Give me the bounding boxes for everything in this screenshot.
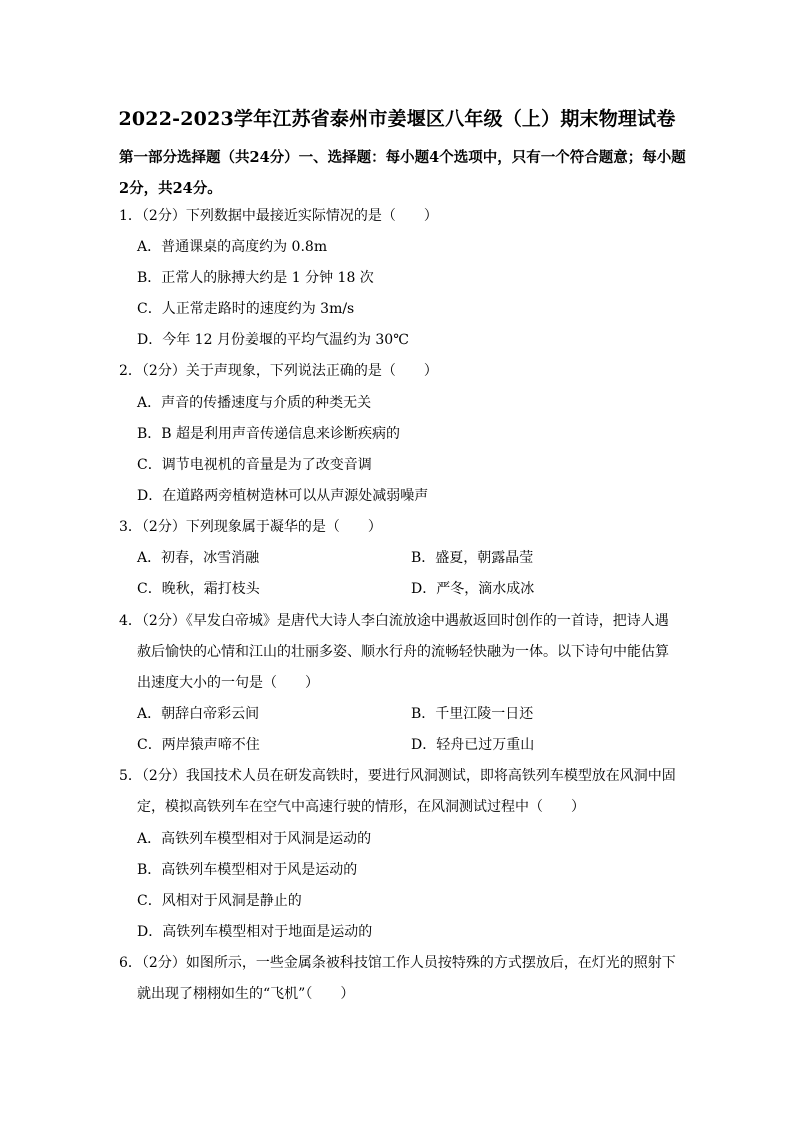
question-1-stem: 1．（2分）下列数据中最接近实际情况的是（ ） (119, 208, 438, 224)
question-2-option-c: C．调节电视机的音量是为了改变音调 (137, 457, 372, 473)
question-5-stem-line-1: 5．（2分）我国技术人员在研发高铁时，要进行风洞测试，即将高铁列车模型放在风洞中固 (119, 768, 676, 784)
question-3-option-c: C．晚秋，霜打枝头 (137, 581, 260, 597)
question-5-option-a: A．高铁列车模型相对于风洞是运动的 (137, 831, 372, 847)
question-4-option-a: A．朝辞白帝彩云间 (137, 706, 260, 722)
question-4-stem-line-3: 出速度大小的一句是（ ） (137, 675, 319, 691)
question-2-option-a: A．声音的传播速度与介质的种类无关 (137, 395, 372, 411)
question-3-stem: 3．（2分）下列现象属于凝华的是（ ） (119, 519, 382, 535)
question-5-option-d: D．高铁列车模型相对于地面是运动的 (137, 924, 373, 940)
question-5-stem-line-2: 定，模拟高铁列车在空气中高速行驶的情形，在风洞测试过程中（ ） (137, 799, 585, 815)
question-1-option-b: B．正常人的脉搏大约是 1 分钟 18 次 (137, 270, 374, 286)
question-1-option-a: A．普通课桌的高度约为 0.8m (137, 239, 328, 255)
question-4-stem-line-2: 赦后愉快的心情和江山的壮丽多姿、顺水行舟的流畅轻快融为一体。以下诗句中能估算 (137, 644, 669, 660)
question-2-option-d: D．在道路两旁植树造林可以从声源处减弱噪声 (137, 488, 429, 504)
question-6-stem-line-2: 就出现了栩栩如生的“飞机”（ ） (137, 986, 355, 1002)
section-heading-line-2: 2分，共24分。 (119, 180, 222, 197)
question-2-option-b: B．B 超是利用声音传递信息来诊断疾病的 (137, 426, 401, 442)
page-title: 2022-2023学年江苏省泰州市姜堰区八年级（上）期末物理试卷 (118, 108, 676, 130)
question-3-option-b: B．盛夏，朝露晶莹 (411, 550, 534, 566)
question-5-option-b: B．高铁列车模型相对于风是运动的 (137, 862, 358, 878)
question-4-option-d: D．轻舟已过万重山 (411, 737, 535, 753)
question-4-option-c: C．两岸猿声啼不住 (137, 737, 260, 753)
section-heading-line-1: 第一部分选择题（共24分）一、选择题：每小题4个选项中，只有一个符合题意；每小题 (119, 149, 686, 166)
question-4-option-b: B．千里江陵一日还 (411, 706, 534, 722)
question-3-option-a: A．初春，冰雪消融 (137, 550, 260, 566)
question-4-stem-line-1: 4．（2分）《早发白帝城》是唐代大诗人李白流放途中遇赦返回时创作的一首诗，把诗人遇 (119, 613, 669, 629)
question-3-option-d: D．严冬，滴水成冰 (411, 581, 535, 597)
question-5-option-c: C．风相对于风洞是静止的 (137, 893, 302, 909)
question-6-stem-line-1: 6．（2分）如图所示，一些金属条被科技馆工作人员按特殊的方式摆放后，在灯光的照射下 (119, 955, 676, 971)
question-1-option-c: C．人正常走路时的速度约为 3m/s (137, 301, 355, 317)
question-2-stem: 2．（2分）关于声现象，下列说法正确的是（ ） (119, 363, 438, 379)
question-1-option-d: D．今年 12 月份姜堰的平均气温约为 30℃ (137, 332, 409, 348)
